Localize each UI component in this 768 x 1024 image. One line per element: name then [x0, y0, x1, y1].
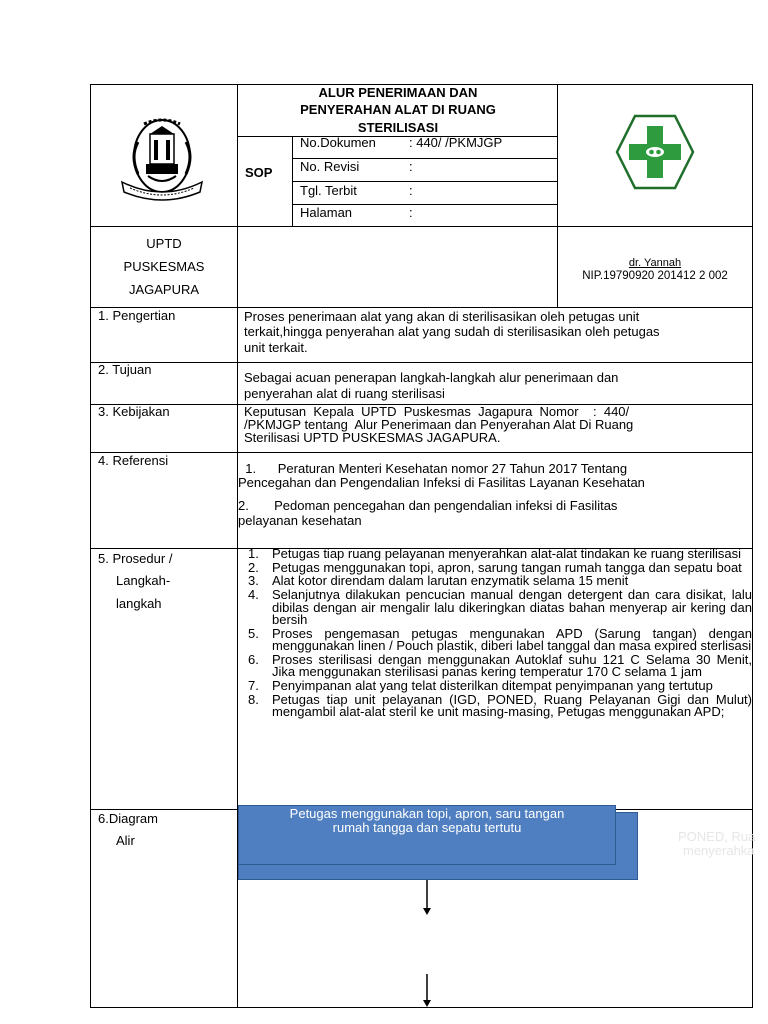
pengertian-label: 1. Pengertian: [98, 308, 176, 323]
step-number: 8.: [248, 691, 259, 707]
document-title-line-3: STERILISASI: [357, 120, 439, 135]
prosedur-step: [244, 691, 752, 720]
step-text: Petugas tiap ruang pelayanan menyerahkan alat-alat tindakan ke ruang sterilisasi: [272, 546, 742, 561]
field-no-dokumen-label: No.Dokumen: [300, 135, 376, 150]
pengertian-line-2: terkait,hingga penyerahan alat yang sudah di sterilisasikan oleh petugas: [244, 324, 660, 339]
puskesmas-cross-icon: [615, 114, 695, 190]
field-halaman-value: :: [409, 205, 413, 220]
prosedur-step: [244, 548, 752, 561]
prosedur-step: [244, 559, 752, 575]
prosedur-steps-list: [244, 548, 752, 720]
sop-label: SOP: [245, 165, 273, 180]
prosedur-label-line-3: langkah: [116, 596, 162, 611]
flowchart-box-step-1: [238, 805, 616, 865]
prosedur-step: [244, 680, 752, 693]
step-number: 4.: [248, 587, 259, 603]
referensi-label: 4. Referensi: [98, 453, 169, 468]
referensi-item-1-line-1: 1. Peraturan Menteri Kesehatan nomor 27 Tahun 2017 Tentang: [238, 461, 628, 476]
document-title-line-1: ALUR PENERIMAAN DAN: [318, 85, 478, 100]
field-tgl-terbit-label: Tgl. Terbit: [300, 183, 357, 198]
prosedur-step: [244, 589, 752, 627]
step-text: Proses sterilisasi dengan menggunakan Autoklaf suhu 121 C Selama 30 Menit, Jika menggunakan sterilisasi panas kering temperatur 170 C selama 1 jam: [272, 651, 752, 680]
table-border-left: [90, 84, 91, 1008]
flowchart-box-line-2: rumah tangga dan sepatu tertutu: [332, 820, 522, 835]
step-text: Alat kotor direndam dalam larutan enzymatik selama 15 menit: [272, 573, 629, 589]
pengertian-line-1: Proses penerimaan alat yang akan di sterilisasikan oleh petugas unit: [244, 309, 640, 324]
jawa-barat-crest-icon: [116, 112, 208, 206]
flow-arrow-down-2: [420, 974, 434, 1008]
kebijakan-label: 3. Kebijakan: [98, 404, 170, 419]
field-no-dokumen-value: : 440/ /PKMJGP: [409, 135, 503, 150]
prosedur-label-line-1: 5. Prosedur /: [98, 551, 173, 566]
prosedur-step: [244, 651, 752, 680]
step-text: Penyimpanan alat yang telat disterilkan ditempat penyimpanan yang tertutup: [272, 678, 713, 694]
step-text: Selanjutnya dilakukan pencucian manual dengan detergent dan cara disikat, lalu dibilas dengan air mengalir lalu dikeringkan diatas bahan menyerap air kering dan bersih: [272, 587, 752, 628]
document-title-line-2: PENYERAHAN ALAT DI RUANG: [300, 102, 496, 117]
step-number: 3.: [248, 573, 259, 589]
tujuan-line-1: Sebagai acuan penerapan langkah-langkah alur penerimaan dan: [244, 370, 619, 385]
flowchart-box-line-1: Petugas menggunakan topi, apron, saru tangan: [289, 806, 565, 821]
row-divider-kebijakan: [90, 452, 753, 453]
referensi-item-2-line-1: 2. Pedoman pencegahan dan pengendalian infeksi di Fasilitas: [238, 498, 618, 513]
flow-arrow-down-1: [420, 880, 434, 916]
step-text: Petugas tiap unit pelayanan (IGD, PONED, Ruang Pelayanan Gigi dan Mulut) mengambil alat-alat steril ke unit masing-masing, Petugas menggunakan APD;: [272, 691, 752, 720]
pengertian-line-3: unit terkait.: [244, 340, 308, 355]
step-number: 7.: [248, 678, 259, 694]
kebijakan-line-1: Keputusan Kepala UPTD Puskesmas Jagapura Nomor : 440/: [244, 404, 630, 419]
step-text: Proses pengemasan petugas mengunakan APD (Sarung tangan) dengan menggunakan linen / Pouch plastik, diberi label tanggal dan masa expired sterlisasi: [272, 625, 752, 654]
field-halaman-label: Halaman: [300, 205, 353, 220]
table-border-right: [752, 84, 753, 1008]
kebijakan-line-3: Sterilisasi UPTD PUSKESMAS JAGAPURA.: [244, 430, 501, 445]
field-no-revisi-label: No. Revisi: [300, 159, 360, 174]
diagram-label-line-1: 6.Diagram: [98, 811, 158, 826]
org-line-1: UPTD: [146, 236, 182, 251]
tujuan-line-2: penyerahan alat di ruang sterilisasi: [244, 386, 445, 401]
step-number: 6.: [248, 651, 259, 667]
row-divider-org: [90, 307, 753, 308]
field-tgl-terbit-value: :: [409, 183, 413, 198]
prosedur-label-line-2: Langkah-: [116, 573, 171, 588]
kebijakan-line-2: /PKMJGP tentang Alur Penerimaan dan Penyerahan Alat Di Ruang: [244, 417, 634, 432]
row-divider-pengertian: [90, 362, 753, 363]
diagram-label-line-2: Alir: [116, 833, 135, 848]
step-text: Petugas menggunakan topi, apron, sarung tangan rumah tangga dan sepatu boat: [272, 559, 742, 575]
org-line-3: JAGAPURA: [128, 282, 200, 297]
row-divider-header: [90, 226, 753, 227]
step-number: 2.: [248, 559, 259, 575]
row-divider-revisi: [292, 181, 558, 182]
faint-flow-text-line-2: menyerahka: [683, 843, 755, 858]
referensi-item-1-line-2: Pencegahan dan Pengendalian Infeksi di Fasilitas Layanan Kesehatan: [238, 475, 645, 490]
prosedur-step: [244, 575, 752, 588]
prosedur-step: [244, 625, 752, 654]
field-no-revisi-value: :: [409, 159, 413, 174]
signer-nip: NIP.19790920 201412 2 002: [582, 270, 728, 282]
step-number: 5.: [248, 625, 259, 641]
row-divider-title: [237, 136, 558, 137]
faint-flow-text-line-1: PONED, Rua: [678, 829, 756, 844]
tujuan-label: 2. Tujuan: [98, 362, 152, 377]
referensi-item-2-line-2: pelayanan kesehatan: [238, 513, 362, 528]
org-line-2: PUSKESMAS: [123, 259, 205, 274]
step-number: 1.: [248, 546, 259, 561]
signer-name: dr. Yannah: [628, 257, 682, 269]
